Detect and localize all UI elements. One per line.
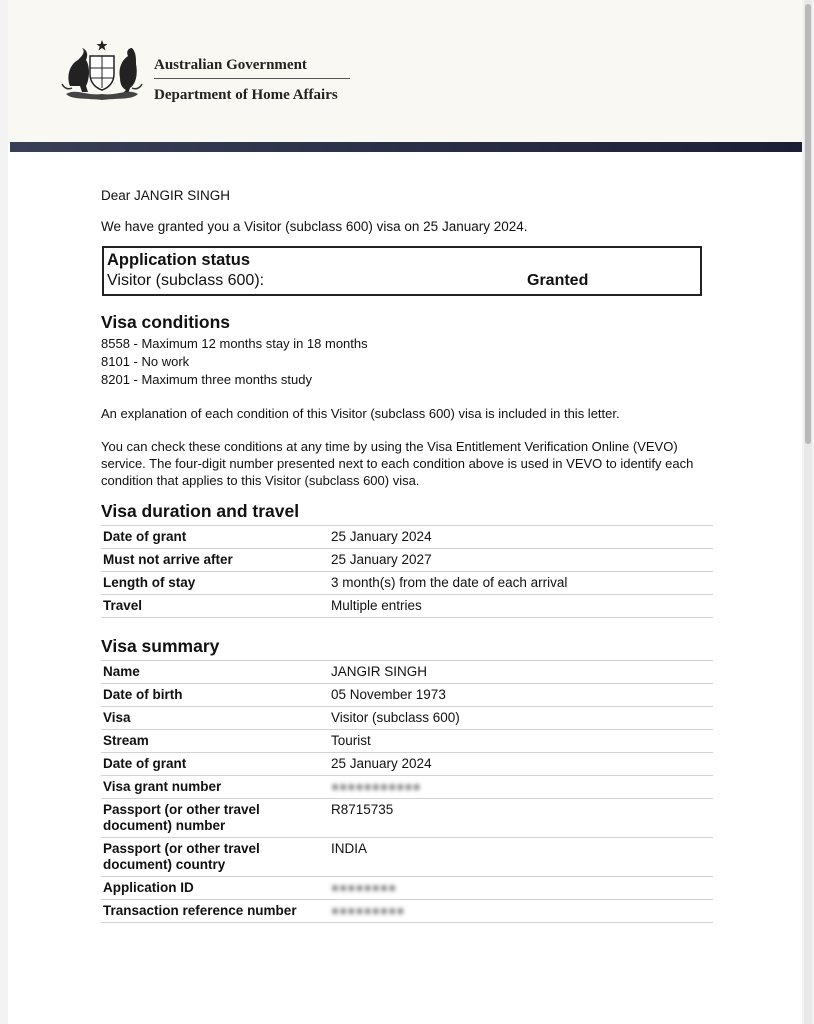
department-name: Department of Home Affairs (154, 87, 338, 103)
table-row (101, 707, 713, 730)
table-row (101, 900, 713, 923)
row-label: Travel (101, 595, 329, 618)
header-divider (154, 78, 350, 79)
letter-body (101, 188, 713, 923)
row-label: Date of birth (101, 684, 329, 707)
conditions-explanation: An explanation of each condition of this Visitor (subclass 600) visa is included in this letter. (101, 406, 620, 421)
conditions-title: Visa conditions (101, 312, 231, 332)
row-label: Passport (or other travel document) country (101, 838, 329, 877)
row-label: Visa grant number (101, 776, 329, 799)
table-row (101, 877, 713, 900)
row-value: JANGIR SINGH (329, 661, 713, 684)
table-row (101, 776, 713, 799)
table-row (101, 838, 713, 877)
table-row (101, 684, 713, 707)
org-name: Australian Government (154, 57, 307, 73)
status-value: Granted (527, 272, 589, 289)
greeting: Dear JANGIR SINGH (101, 188, 231, 203)
table-row (101, 595, 713, 618)
grant-statement: We have granted you a Visitor (subclass 600) visa on 25 January 2024. (101, 219, 528, 234)
row-value: 3 month(s) from the date of each arrival (329, 572, 713, 595)
summary-table (101, 661, 713, 923)
row-label: Must not arrive after (101, 549, 329, 572)
row-value: 25 January 2024 (329, 753, 713, 776)
letter-page (8, 0, 802, 1024)
row-value: Tourist (329, 730, 713, 753)
row-value: R8715735 (329, 799, 713, 838)
row-label: Length of stay (101, 572, 329, 595)
row-label: Date of grant (101, 526, 329, 549)
status-title: Application status (107, 251, 251, 269)
row-value: 25 January 2024 (329, 526, 713, 549)
row-value: Visitor (subclass 600) (329, 707, 713, 730)
vevo-paragraph: You can check these conditions at any time by using the Visa Entitlement Verification Online (VEVO) service. The four-digit number presented next to each condition above is used in VEVO to identify each condition that applies to this Visitor (subclass 600) visa. (101, 439, 694, 488)
table-row (101, 526, 713, 549)
table-row (101, 730, 713, 753)
duration-title: Visa duration and travel (101, 501, 713, 526)
scrollbar-thumb[interactable] (805, 4, 811, 444)
row-value: 25 January 2027 (329, 549, 713, 572)
table-row (101, 799, 713, 838)
duration-table (101, 526, 713, 618)
coat-of-arms-icon (56, 38, 148, 104)
row-label: Stream (101, 730, 329, 753)
redacted-value: ●●●●●●●● (329, 877, 713, 900)
condition-item: 8201 - Maximum three months study (101, 372, 312, 387)
row-label: Visa (101, 707, 329, 730)
status-label: Visitor (subclass 600): (107, 272, 265, 289)
row-value: Multiple entries (329, 595, 713, 618)
summary-title: Visa summary (101, 636, 713, 661)
row-value: 05 November 1973 (329, 684, 713, 707)
row-label: Date of grant (101, 753, 329, 776)
row-label: Name (101, 661, 329, 684)
application-status-box (102, 246, 702, 296)
row-label: Passport (or other travel document) number (101, 799, 329, 838)
redacted-value: ●●●●●●●●● (329, 900, 713, 923)
status-row (107, 272, 694, 290)
redacted-value: ●●●●●●●●●●● (329, 776, 713, 799)
letterhead (8, 0, 802, 142)
condition-item: 8558 - Maximum 12 months stay in 18 months (101, 336, 368, 351)
table-row (101, 661, 713, 684)
condition-item: 8101 - No work (101, 354, 190, 369)
row-label: Transaction reference number (101, 900, 329, 923)
row-value: INDIA (329, 838, 713, 877)
table-row (101, 549, 713, 572)
table-row (101, 572, 713, 595)
table-row (101, 753, 713, 776)
row-label: Application ID (101, 877, 329, 900)
header-stripe (10, 142, 802, 152)
